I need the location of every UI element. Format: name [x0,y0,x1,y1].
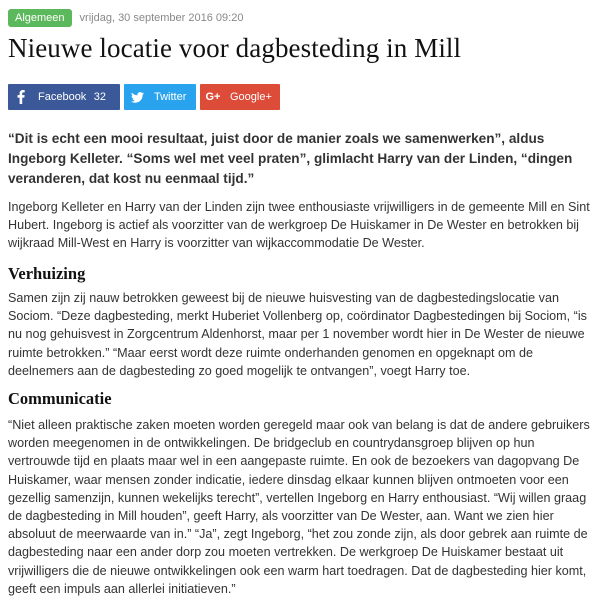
facebook-label: Facebook [38,91,87,103]
google-plus-label: Google+ [230,91,272,103]
category-badge[interactable]: Algemeen [8,9,72,27]
twitter-icon [124,92,150,103]
google-plus-share-button[interactable] [200,84,280,110]
article-title: Nieuwe locatie voor dagbesteding in Mill [8,33,462,63]
section-heading-communicatie: Communicatie [8,389,112,408]
lead-quote: “Dit is echt een mooi resultaat, juist door de manier zoals we samenwerken”, aldus Ingeborg Kelleter. “Soms wel met veel praten”, glimlacht Harry van der Linden, “dingen veranderen, dat kost nu eenmaal tijd.” [8,131,573,186]
publish-date: vrijdag, 30 september 2016 09:20 [79,12,244,24]
facebook-share-count: 32 [93,91,106,103]
paragraph-verhuizing: Samen zijn zij nauw betrokken geweest bij de nieuwe huisvesting van de dagbestedingslocatie van Sociom. “Deze dagbesteding, merkt Huberiet Vollenberg op, coördinator Dagbestedingen bij Sociom, “is nu nog gehuisvest in Zorgcentrum Aldenhorst, maar per 1 november wordt hier in De Wester de nieuwe ruimte betrokken.” “Maar eerst wordt deze ruimte onderhanden genomen en opgeknapt om de deelnemers aan de dagbesteding zo goed mogelijk te ontvangen”, voegt Harry toe. [8,291,587,378]
twitter-label: Twitter [154,91,187,103]
facebook-share-button[interactable] [8,84,120,110]
paragraph-intro: Ingeborg Kelleter en Harry van der Linden zijn twee enthousiaste vrijwilligers in de gemeente Mill en Sint Hubert. Ingeborg is actief als voorzitter van de werkgroep De Huiskamer in De Wester en betrokken bij wijkraad Mill-West en Harry is voorzitter van wijkaccommodatie De Wester. [8,200,590,251]
paragraph-communicatie: “Niet alleen praktische zaken moeten worden geregeld maar ook van belang is dat de andere gebruikers worden meegenomen in de ontwikkelingen. De bridgeclub en countrydansgroep blijven op hun vertrouwde tijd en plaats maar wel in een aangepaste ruimte. En ook de bezoekers van dagopvang De Huiskamer, waar mensen zonder indicatie, iedere dinsdag elkaar kunnen blijven ontmoeten voor een gezellig samenzijn, kunnen wekelijks terecht”, vertellen Ingeborg en Harry enthousiast. “Wij willen graag de dagbesteding in Mill houden”, geeft Harry, als voorzitter van De Wester, aan. Want we zien hier absoluut de meerwaarde van in.” “Ja”, zegt Ingeborg, “het zou zonde zijn, als door gebrek aan ruimte de dagbesteding naar een ander dorp zou moeten vertrekken. De werkgroep De Huiskamer bestaat uit vrijwilligers die de nieuwe ontwikkelingen ook een warm hart toedragen. Dat de dagbesteding hier komt, geeft een impuls aan allerlei initiatieven.” [8,418,590,596]
section-heading-verhuizing: Verhuizing [8,264,86,283]
article-meta [8,9,243,27]
facebook-icon [8,90,34,104]
google-plus-icon: G+ [205,91,221,103]
twitter-share-button[interactable] [124,84,196,110]
